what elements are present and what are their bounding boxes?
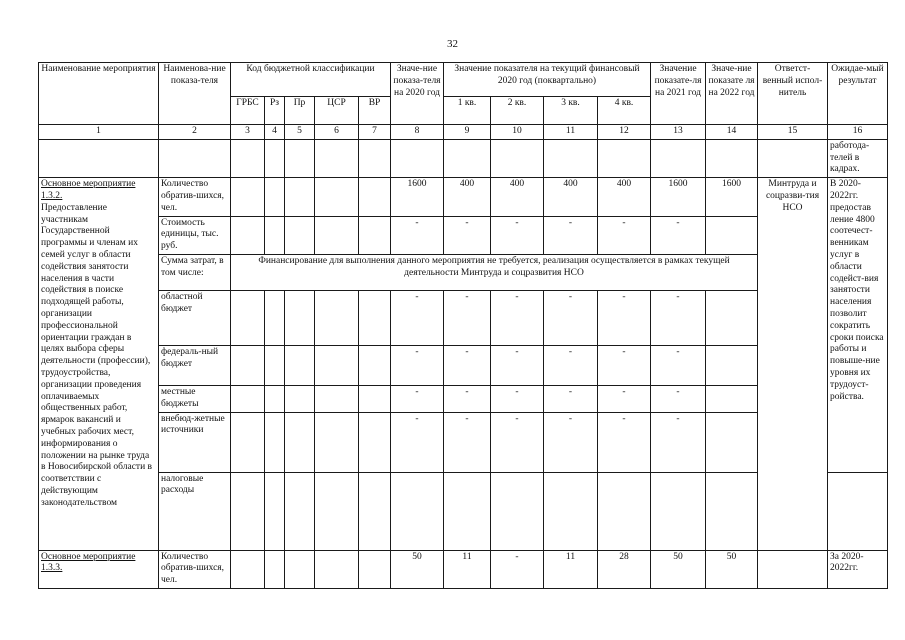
indicator-name: налоговые расходы: [159, 472, 231, 550]
value-q3: -: [544, 216, 598, 254]
indicator-name: Стоимость единицы, тыс. руб.: [159, 216, 231, 254]
header-value-2020: Значе-ние показа-теля на 2020 год: [391, 63, 444, 125]
header-current-year: Значение показателя на текущий финансовый 2020 год (поквартально): [444, 63, 651, 97]
value-2020: 1600: [391, 178, 444, 216]
header-rz: Рз: [265, 97, 285, 125]
column-number: 10: [491, 125, 544, 140]
value-q4: [598, 472, 651, 550]
program-measures-table: [38, 62, 888, 589]
value-q1: -: [444, 412, 491, 472]
value-2022: 50: [706, 550, 758, 588]
indicator-name: Количество обратив-шихся, чел.: [159, 550, 231, 588]
measure-description: Предоставление участникам Государственной программы и членам их семей услуг в области содействия занятости населения в части содействия в поиске подходящей работы, организации профессиональной ориентации граждан в целях выбора сферы деятельности (профессии), трудоустройства, организации проведения оплачиваемых общественных работ, ярмарок вакансий и учебных рабочих мест, информирования о положении на рынке труда в Новосибирской области в соответствии с действующим законодательством: [41, 202, 153, 508]
expected-result: В 2020-2022гг. предостав ление 4800 соотечест-венникам услуг в области содейст-вия занятости населения позволит сократить сроки поиска работы и повыше-ние уровня их трудоуст-ройства.: [828, 178, 888, 472]
column-number: 1: [39, 125, 159, 140]
indicator-name: областной бюджет: [159, 290, 231, 345]
value-2022: [706, 290, 758, 345]
value-2021: -: [651, 216, 706, 254]
value-q4: -: [598, 290, 651, 345]
value-q2: -: [491, 412, 544, 472]
value-q2: 400: [491, 178, 544, 216]
value-2020: -: [391, 412, 444, 472]
column-number: 6: [315, 125, 359, 140]
value-2022: [706, 412, 758, 472]
value-2022: [706, 216, 758, 254]
value-q3: -: [544, 385, 598, 412]
value-q2: [491, 472, 544, 550]
measure-title: Основное мероприятие 1.3.2.: [41, 179, 136, 201]
column-number: 7: [359, 125, 391, 140]
indicator-name: местные бюджеты: [159, 385, 231, 412]
value-q4: 28: [598, 550, 651, 588]
value-2021: -: [651, 412, 706, 472]
value-q4: 400: [598, 178, 651, 216]
header-q4: 4 кв.: [598, 97, 651, 125]
value-q3: -: [544, 345, 598, 385]
value-2020: -: [391, 290, 444, 345]
value-q2: -: [491, 216, 544, 254]
expected-result: За 2020-2022гг.: [828, 550, 888, 588]
value-q4: -: [598, 216, 651, 254]
column-number: 13: [651, 125, 706, 140]
header-responsible: Ответст-венный испол-нитель: [758, 63, 828, 125]
value-q1: -: [444, 385, 491, 412]
page-number: 32: [447, 38, 458, 50]
value-2021: 50: [651, 550, 706, 588]
value-q2: -: [491, 345, 544, 385]
measure-title: Основное мероприятие 1.3.3.: [41, 551, 136, 574]
responsible-executor: Минтруда и соцразви-тия НСО: [758, 178, 828, 550]
value-q4: -: [598, 345, 651, 385]
header-grbs: ГРБС: [231, 97, 265, 125]
header-q2: 2 кв.: [491, 97, 544, 125]
column-number: 12: [598, 125, 651, 140]
value-q3: 400: [544, 178, 598, 216]
column-number: 9: [444, 125, 491, 140]
value-q1: 400: [444, 178, 491, 216]
value-2022: [706, 345, 758, 385]
value-2020: -: [391, 345, 444, 385]
indicator-name: федераль-ный бюджет: [159, 345, 231, 385]
header-measure-name: Наименование мероприятия: [39, 63, 159, 125]
value-q1: -: [444, 290, 491, 345]
column-number: 3: [231, 125, 265, 140]
value-q3: 11: [544, 550, 598, 588]
column-number: 14: [706, 125, 758, 140]
value-2021: -: [651, 345, 706, 385]
value-q2: -: [491, 290, 544, 345]
table-row: [39, 178, 888, 216]
table-row: [39, 550, 888, 588]
column-number: 2: [159, 125, 231, 140]
value-q2: -: [491, 550, 544, 588]
value-2020: [391, 472, 444, 550]
value-q3: -: [544, 290, 598, 345]
value-2021: [651, 472, 706, 550]
value-q1: [444, 472, 491, 550]
column-number: 11: [544, 125, 598, 140]
header-q1: 1 кв.: [444, 97, 491, 125]
value-2020: -: [391, 385, 444, 412]
header-pr: Пр: [285, 97, 315, 125]
header-csr: ЦСР: [315, 97, 359, 125]
value-q3: -: [544, 412, 598, 472]
value-2022: [706, 472, 758, 550]
header-expected-result: Ожидае-мый результат: [828, 63, 888, 125]
column-number: 8: [391, 125, 444, 140]
column-number: 5: [285, 125, 315, 140]
value-q3: [544, 472, 598, 550]
header-value-2021: Значение показате-ля на 2021 год: [651, 63, 706, 125]
column-number: 16: [828, 125, 888, 140]
header-value-2022: Значе-ние показате ля на 2022 год: [706, 63, 758, 125]
value-q2: -: [491, 385, 544, 412]
column-number: 4: [265, 125, 285, 140]
value-2021: -: [651, 290, 706, 345]
value-q1: -: [444, 345, 491, 385]
value-q4: -: [598, 412, 651, 472]
header-indicator-name: Наименова-ние показа-теля: [159, 63, 231, 125]
header-budget-code: Код бюджетной классификации: [231, 63, 391, 97]
value-2022: 1600: [706, 178, 758, 216]
indicator-name: внебюд-жетные источники: [159, 412, 231, 472]
value-q1: -: [444, 216, 491, 254]
financing-note: Финансирование для выполнения данного мероприятия не требуется, реализация осуществляется в рамках текущей деятельности Минтруда и соцразвития НСО: [231, 254, 758, 290]
carryover-result: работода-телей в кадрах.: [828, 139, 888, 177]
indicator-name: Количество обратив-шихся, чел.: [159, 178, 231, 216]
value-2020: 50: [391, 550, 444, 588]
measure-cell: [39, 178, 159, 550]
header-vr: ВР: [359, 97, 391, 125]
value-2022: [706, 385, 758, 412]
value-2021: -: [651, 385, 706, 412]
header-q3: 3 кв.: [544, 97, 598, 125]
value-q4: -: [598, 385, 651, 412]
value-2021: 1600: [651, 178, 706, 216]
table-row: [39, 139, 888, 177]
value-2020: -: [391, 216, 444, 254]
indicator-name: Сумма затрат, в том числе:: [159, 254, 231, 290]
column-number: 15: [758, 125, 828, 140]
value-q1: 11: [444, 550, 491, 588]
